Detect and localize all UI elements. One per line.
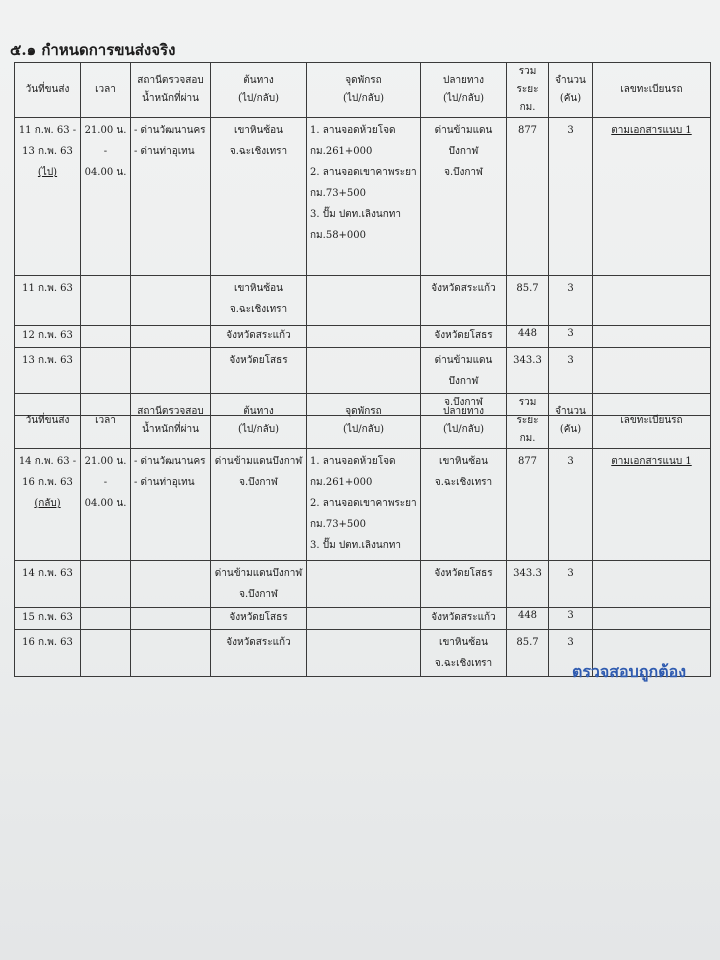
cell-time xyxy=(81,276,131,326)
header-time: เวลา xyxy=(81,63,131,118)
cell-origin: เขาหินซ้อน จ.ฉะเชิงเทรา xyxy=(211,118,307,276)
header-rest-stop: จุดพักรถ (ไป/กลับ) xyxy=(307,63,421,118)
cell-destination: เขาหินซ้อน จ.ฉะเชิงเทรา xyxy=(421,630,507,677)
table-row xyxy=(15,449,711,561)
header-count: จำนวน (คัน) xyxy=(549,63,593,118)
cell-destination: ด่านข้ามแดนบึงกาฬ จ.บึงกาฬ xyxy=(421,118,507,276)
cell-destination: จังหวัดยโสธร xyxy=(421,561,507,608)
outbound-schedule-table xyxy=(14,62,711,416)
cell-origin: จังหวัดสระแก้ว xyxy=(211,630,307,677)
header-origin: ต้นทาง (ไป/กลับ) xyxy=(211,63,307,118)
cell-station xyxy=(131,276,211,326)
cell-station xyxy=(131,326,211,348)
header-registration: เลขทะเบียนรถ xyxy=(593,63,711,118)
cell-rest-stop: 1. ลานจอดห้วยโจด กม.261+000 2. ลานจอดเขาคาพระยา กม.73+500 3. ปั๊ม ปตท.เลิงนกทา กม.58+000 xyxy=(307,118,421,276)
cell-time xyxy=(81,630,131,677)
cell-date: 15 ก.พ. 63 xyxy=(15,608,81,630)
cell-distance: 85.7 xyxy=(507,630,549,677)
cell-count: 3 xyxy=(549,630,593,677)
return-schedule-table xyxy=(14,393,711,677)
cell-origin: จังหวัดยโสธร xyxy=(211,608,307,630)
cell-origin: ด่านข้ามแดนบึงกาฬ จ.บึงกาฬ xyxy=(211,561,307,608)
header-rest-stop: จุดพักรถ (ไป/กลับ) xyxy=(307,394,421,449)
table-row xyxy=(15,118,711,276)
header-station: สถานีตรวจสอบ น้ำหนักที่ผ่าน xyxy=(131,63,211,118)
cell-rest-stop: 1. ลานจอดห้วยโจด กม.261+000 2. ลานจอดเขาคาพระยา กม.73+500 3. ปั๊ม ปตท.เลิงนกทา xyxy=(307,449,421,561)
cell-rest-stop xyxy=(307,608,421,630)
cell-count: 3 xyxy=(549,449,593,561)
header-distance: รวมระยะ กม. xyxy=(507,394,549,449)
header-count: จำนวน (คัน) xyxy=(549,394,593,449)
cell-rest-stop xyxy=(307,561,421,608)
cell-destination: จังหวัดยโสธร xyxy=(421,326,507,348)
cell-distance: 877 xyxy=(507,449,549,561)
cell-count: 3 xyxy=(549,348,593,416)
cell-count: 3 xyxy=(549,561,593,608)
cell-distance: 448 xyxy=(507,326,549,348)
cell-station: - ด่านวัฒนานคร - ด่านท่าอุเทน xyxy=(131,118,211,276)
cell-date: 11 ก.พ. 63 - 13 ก.พ. 63 (ไป) xyxy=(15,118,81,276)
cell-origin: ด่านข้ามแดนบึงกาฬ จ.บึงกาฬ xyxy=(211,449,307,561)
cell-distance: 343.3 xyxy=(507,561,549,608)
cell-time xyxy=(81,608,131,630)
header-station: สถานีตรวจสอบ น้ำหนักที่ผ่าน xyxy=(131,394,211,449)
cell-origin: จังหวัดสระแก้ว xyxy=(211,326,307,348)
table-row xyxy=(15,276,711,326)
cell-count: 3 xyxy=(549,118,593,276)
cell-destination: เขาหินซ้อน จ.ฉะเชิงเทรา xyxy=(421,449,507,561)
cell-destination: ด่านข้ามแดนบึงกาฬ จ.บึงกาฬ xyxy=(421,348,507,416)
section-heading: ๕.๑ กำหนดการขนส่งจริง xyxy=(10,41,176,59)
header-origin: ต้นทาง (ไป/กลับ) xyxy=(211,394,307,449)
cell-time xyxy=(81,326,131,348)
cell-destination: จังหวัดสระแก้ว xyxy=(421,608,507,630)
cell-date: 12 ก.พ. 63 xyxy=(15,326,81,348)
header-time: เวลา xyxy=(81,394,131,449)
cell-distance: 877 xyxy=(507,118,549,276)
cell-registration xyxy=(593,608,711,630)
cell-date: 11 ก.พ. 63 xyxy=(15,276,81,326)
header-destination: ปลายทาง (ไป/กลับ) xyxy=(421,394,507,449)
cell-time: 21.00 น. - 04.00 น. xyxy=(81,118,131,276)
table-header-row xyxy=(15,394,711,449)
cell-time: 21.00 น. - 04.00 น. xyxy=(81,449,131,561)
table-row xyxy=(15,326,711,348)
cell-destination: จังหวัดสระแก้ว xyxy=(421,276,507,326)
header-date: วันที่ขนส่ง xyxy=(15,63,81,118)
cell-origin: จังหวัดยโสธร xyxy=(211,348,307,416)
table-row xyxy=(15,608,711,630)
header-distance: รวมระยะ กม. xyxy=(507,63,549,118)
table-row xyxy=(15,561,711,608)
cell-registration: ตามเอกสารแนบ 1 xyxy=(593,118,711,276)
cell-count: 3 xyxy=(549,608,593,630)
cell-registration xyxy=(593,561,711,608)
cell-date: 14 ก.พ. 63 - 16 ก.พ. 63 (กลับ) xyxy=(15,449,81,561)
cell-station xyxy=(131,608,211,630)
cell-registration xyxy=(593,326,711,348)
verified-stamp: ตรวจสอบถูกต้อง xyxy=(571,662,686,681)
cell-distance: 343.3 xyxy=(507,348,549,416)
header-registration: เลขทะเบียนรถ xyxy=(593,394,711,449)
cell-station xyxy=(131,561,211,608)
cell-date: 16 ก.พ. 63 xyxy=(15,630,81,677)
header-destination: ปลายทาง (ไป/กลับ) xyxy=(421,63,507,118)
cell-count: 3 xyxy=(549,326,593,348)
table-header-row xyxy=(15,63,711,118)
cell-rest-stop xyxy=(307,630,421,677)
cell-registration xyxy=(593,276,711,326)
cell-origin: เขาหินซ้อน จ.ฉะเชิงเทรา xyxy=(211,276,307,326)
cell-date: 14 ก.พ. 63 xyxy=(15,561,81,608)
cell-distance: 448 xyxy=(507,608,549,630)
cell-date: 13 ก.พ. 63 xyxy=(15,348,81,416)
cell-rest-stop xyxy=(307,326,421,348)
cell-time xyxy=(81,561,131,608)
header-date: วันที่ขนส่ง xyxy=(15,394,81,449)
cell-station: - ด่านวัฒนานคร - ด่านท่าอุเทน xyxy=(131,449,211,561)
cell-registration: ตามเอกสารแนบ 1 xyxy=(593,449,711,561)
cell-count: 3 xyxy=(549,276,593,326)
cell-distance: 85.7 xyxy=(507,276,549,326)
cell-rest-stop xyxy=(307,276,421,326)
cell-station xyxy=(131,630,211,677)
